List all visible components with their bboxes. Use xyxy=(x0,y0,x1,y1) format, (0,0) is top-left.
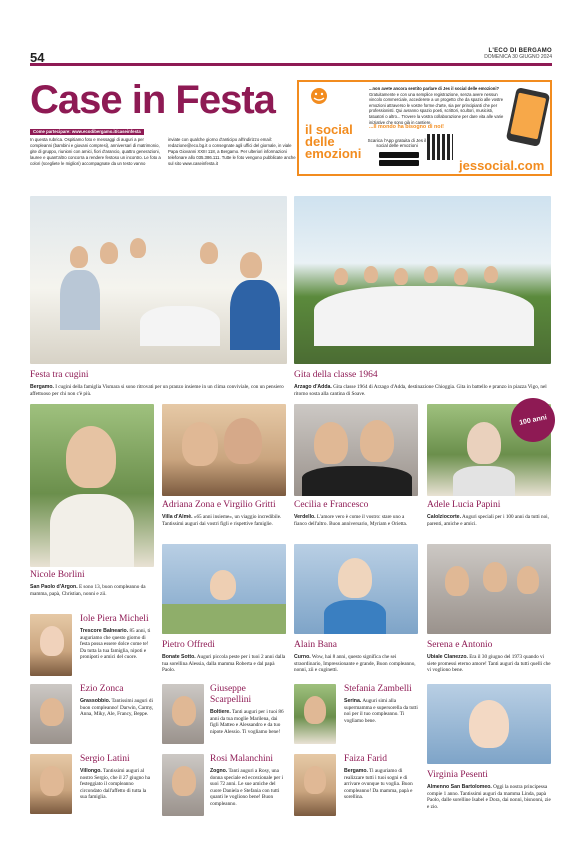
photo-iole-micheli xyxy=(30,614,72,676)
item-adriana xyxy=(162,500,286,527)
item-place: Bonate Sotto. xyxy=(162,654,196,660)
item-place: Bergamo. xyxy=(344,768,368,774)
item-text: Tanti auguri per i tuoi 86 anni da tua moglie Marilena, dai figli Matteo e Alessandro e da tuo nipote Alessio. Ti vogliamo bene! xyxy=(210,709,284,735)
jes-advertisement[interactable] xyxy=(297,80,552,176)
ad-call: ...Il mondo ha bisogno di noi! xyxy=(369,124,444,131)
item-text: Tantissimi auguri al nostro Sergio, che il 27 giugno ha festeggiato il compleanno circondato dall'affetto di tutta la sua famiglia. xyxy=(80,768,151,801)
item-place: Trescore Balneario. xyxy=(80,628,129,634)
item-place: Boltiere. xyxy=(210,709,231,715)
item-nicole xyxy=(30,570,154,597)
item-rosi xyxy=(210,754,286,808)
item-place: Arzago d'Adda. xyxy=(294,384,332,390)
item-text: I cugini della famiglia Vismara si sono ritrovati per un pranzo insieme in un clima conviviale, con un pensiero affettuoso per chi non c'è più. xyxy=(30,384,284,397)
item-place: Villa d'Almè. xyxy=(162,514,193,520)
item-title: Virginia Pesenti xyxy=(427,770,488,780)
ad-intro: ...non avete ancora sentito parlare di Jes il social delle emozioni? xyxy=(369,86,500,91)
item-text: Auguri simi alla supermamma e supersorella da tutti noi per il tuo compleanno. Ti vogliamo bene. xyxy=(344,698,418,724)
photo-sergio-latini xyxy=(30,754,72,814)
item-adele xyxy=(427,500,551,527)
item-place: Ubiale Clanezzo. xyxy=(427,654,468,660)
item-title: Adele Lucia Papini xyxy=(427,500,501,510)
item-title: Faiza Farid xyxy=(344,754,388,764)
item-title: Pietro Offredi xyxy=(162,640,215,650)
item-title: Ezio Zonca xyxy=(80,684,124,694)
photo-festa-cugini xyxy=(30,196,287,364)
page-header xyxy=(30,48,552,66)
app-store-badge[interactable] xyxy=(379,152,419,158)
photo-faiza-farid xyxy=(294,754,336,816)
item-text: Tantissimi auguri di buon compleanno! Darwin, Carmy, Anna, Miky, Ale, Francy, Beppe. xyxy=(80,698,154,718)
item-text: 85 anni, ti auguriamo che questo giorno di festa possa essere dolce come te! Da tutta la tua famiglia, nipoti e pronipoti e amici del cuore. xyxy=(80,628,151,661)
item-place: Bergamo. xyxy=(30,384,54,390)
item-title: Alain Bana xyxy=(294,640,338,650)
item-cecilia xyxy=(294,500,418,527)
qr-code-icon[interactable] xyxy=(427,134,453,160)
item-stefania xyxy=(344,684,418,724)
photo-cecilia-francesco xyxy=(294,404,418,496)
photo-stefania-zambelli xyxy=(294,684,336,744)
photo-adriana-virgilio xyxy=(162,404,286,496)
newspaper-date: DOMENICA 30 GIUGNO 2024 xyxy=(484,54,552,60)
item-classe xyxy=(294,370,551,397)
item-text: Era il 30 giugno del 1973 quando vi siete promessi eterno amore! Tanti auguri da tutti quelli che vi vogliono bene. xyxy=(427,654,551,674)
jes-smile-icon xyxy=(305,86,333,120)
item-ezio xyxy=(80,684,154,718)
item-place: Zogno. xyxy=(210,768,228,774)
item-title: Nicole Borlini xyxy=(30,570,85,580)
newspaper-name: L'ECO DI BERGAMO xyxy=(488,48,552,54)
item-text: Oggi la nostra principessa compie 1 anno. Tantissimi auguri da mamma Linda, papà Paolo, dalle sorelline Isabel e Dora, dai nonni, bisnonni, zie e zio. xyxy=(427,784,551,810)
item-place: Calolziocorte. xyxy=(427,514,462,520)
section-title: Case in Festa xyxy=(30,78,275,122)
photo-ezio-zonca xyxy=(30,684,72,744)
item-title: Festa tra cugini xyxy=(30,370,89,380)
item-title: Cecilia e Francesco xyxy=(294,500,369,510)
item-text: Tanti auguri a Rosy, una donna speciale ed eccezionale per i suoi 72 anni. Le sue amiche del cuore Daniela e Stefania con tutti quanti le vogliono bene! Buon compleanno. xyxy=(210,768,284,807)
100-anni-badge: 100 anni xyxy=(507,394,559,446)
item-title: Sergio Latini xyxy=(80,754,130,764)
item-title: Stefania Zambelli xyxy=(344,684,412,694)
ad-website[interactable]: jessocial.com xyxy=(459,158,545,173)
phone-illustration xyxy=(506,87,550,147)
how-to-participate xyxy=(30,129,300,167)
ad-slogan: il social delle emozioni xyxy=(305,122,362,161)
item-title: Rosi Malanchini xyxy=(210,754,274,764)
item-pietro xyxy=(162,640,286,674)
item-title: Giuseppe Scarpellini xyxy=(210,684,252,705)
photo-gita-classe-1964 xyxy=(294,196,551,364)
item-text: Wow, hai 8 anni, questo significa che sei straordinario, Impressionante e grande, Buon compleanno, nonni, zii e cuginetti. xyxy=(294,654,416,674)
photo-alain-bana xyxy=(294,544,418,634)
item-place: Grassobbio. xyxy=(80,698,111,704)
item-giuseppe xyxy=(210,684,286,735)
item-text: Gita classe 1964 di Arzago d'Adda, destinazione Chioggia. Gita in battello e pranzo in piazza Vigo, nel ritorno sosta alla cantina di Soave. xyxy=(294,384,547,397)
item-virginia xyxy=(427,770,551,810)
item-text: «65 anni insieme», un viaggio incredibile. Tantissimi auguri dai vostri figli e rispettive famiglie. xyxy=(162,514,282,527)
item-faiza xyxy=(344,754,418,801)
item-place: Verdello. xyxy=(294,514,316,520)
photo-serena-antonio xyxy=(427,544,551,634)
photo-giuseppe-scarpellini xyxy=(162,684,204,744)
item-place: Curno. xyxy=(294,654,311,660)
item-text: Auguri piccola peste per i tuoi 2 anni dalla tua sorellina Alessia, dalla mamma Roberta e dal papà Paolo. xyxy=(162,654,286,674)
item-title: Gita della classe 1964 xyxy=(294,370,378,380)
ad-body: Gratuitamente e con una semplice registrazione, senza avere nessun vincolo commerciale, accederete a un progetto che da spazio alle vostre emozioni attraverso le vostre forme d'arte, sia per principianti che per professionisti. Qui avranno spazio poeti, scrittori, scultori, musicisti, tatuatori o altro... Trovere la vostra collaborazione per dare vita alle varie iniziative che sono già in cantiere. xyxy=(369,91,504,125)
newspaper-masthead xyxy=(484,48,552,60)
item-place: San Paolo d'Argon. xyxy=(30,584,78,590)
item-title: Serena e Antonio xyxy=(427,640,493,650)
item-place: Serina. xyxy=(344,698,362,704)
item-iole xyxy=(80,614,154,661)
ad-download-text: Scarica l'App gratuita di Jes il social delle emozioni xyxy=(367,138,427,148)
item-title: Iole Piera Micheli xyxy=(80,614,149,624)
photo-virginia-pesenti xyxy=(427,684,551,764)
item-cugini xyxy=(30,370,287,397)
participate-text-2: inviate con qualche giorno d'anticipo all'indirizzo email: redazione@eco.bg.it o consegnate agli uffici del giornale, in viale Papa Giovanni XXIII 118, a Bergamo. Per ulteriori informazioni telefonare allo 035.386.111. Tutte le foto vengono pubblicate anche sul sito www.caseinfesta.it xyxy=(168,137,296,166)
item-text: Auguri speciali per i 100 anni da tutti noi, parenti, amiche e amici. xyxy=(427,514,549,527)
photo-pietro-offredi xyxy=(162,544,286,634)
item-serena xyxy=(427,640,551,674)
photo-nicole-borlini xyxy=(30,404,154,567)
item-sergio xyxy=(80,754,154,801)
item-alain xyxy=(294,640,418,674)
page-number: 54 xyxy=(30,50,45,65)
item-place: Almenno San Bartolomeo. xyxy=(427,784,492,790)
item-text: L'amore vero è come il vostro: stare uno a fianco dell'altro. Buon anniversario, Myriam e Orietta. xyxy=(294,514,408,527)
participate-text-1: In questa rubrica. Ospitiamo foto e messaggi di auguri a per compleanni (bambini e giovani compresi), anniversari di matrimonio, gite di gruppo, riunioni con amici, fiori d'arancio, quattro generazioni, lauree e quant'altro concorra a rendere festoso un incontro. Le foto a colori (scegliete le migliori) accompagnate da un testo vanno xyxy=(30,137,161,166)
ad-text xyxy=(369,86,509,131)
item-place: Villongo. xyxy=(80,768,102,774)
participate-label: Come partecipare: www.ecodibergamo.it/caseinfesta xyxy=(30,129,144,135)
item-text: E sono 13, buon compleanno da mamma, papà, Christian, nonni e zii. xyxy=(30,584,146,597)
photo-rosi-malanchini xyxy=(162,754,204,816)
google-play-badge[interactable] xyxy=(379,160,419,166)
item-text: Ti auguriamo di realizzare tutti i tuoi sogni e di arrivare ovunque tu voglia. Buon compleanno! Da mamma, papà e sorellina. xyxy=(344,768,413,801)
item-title: Adriana Zona e Virgilio Gritti xyxy=(162,500,276,510)
